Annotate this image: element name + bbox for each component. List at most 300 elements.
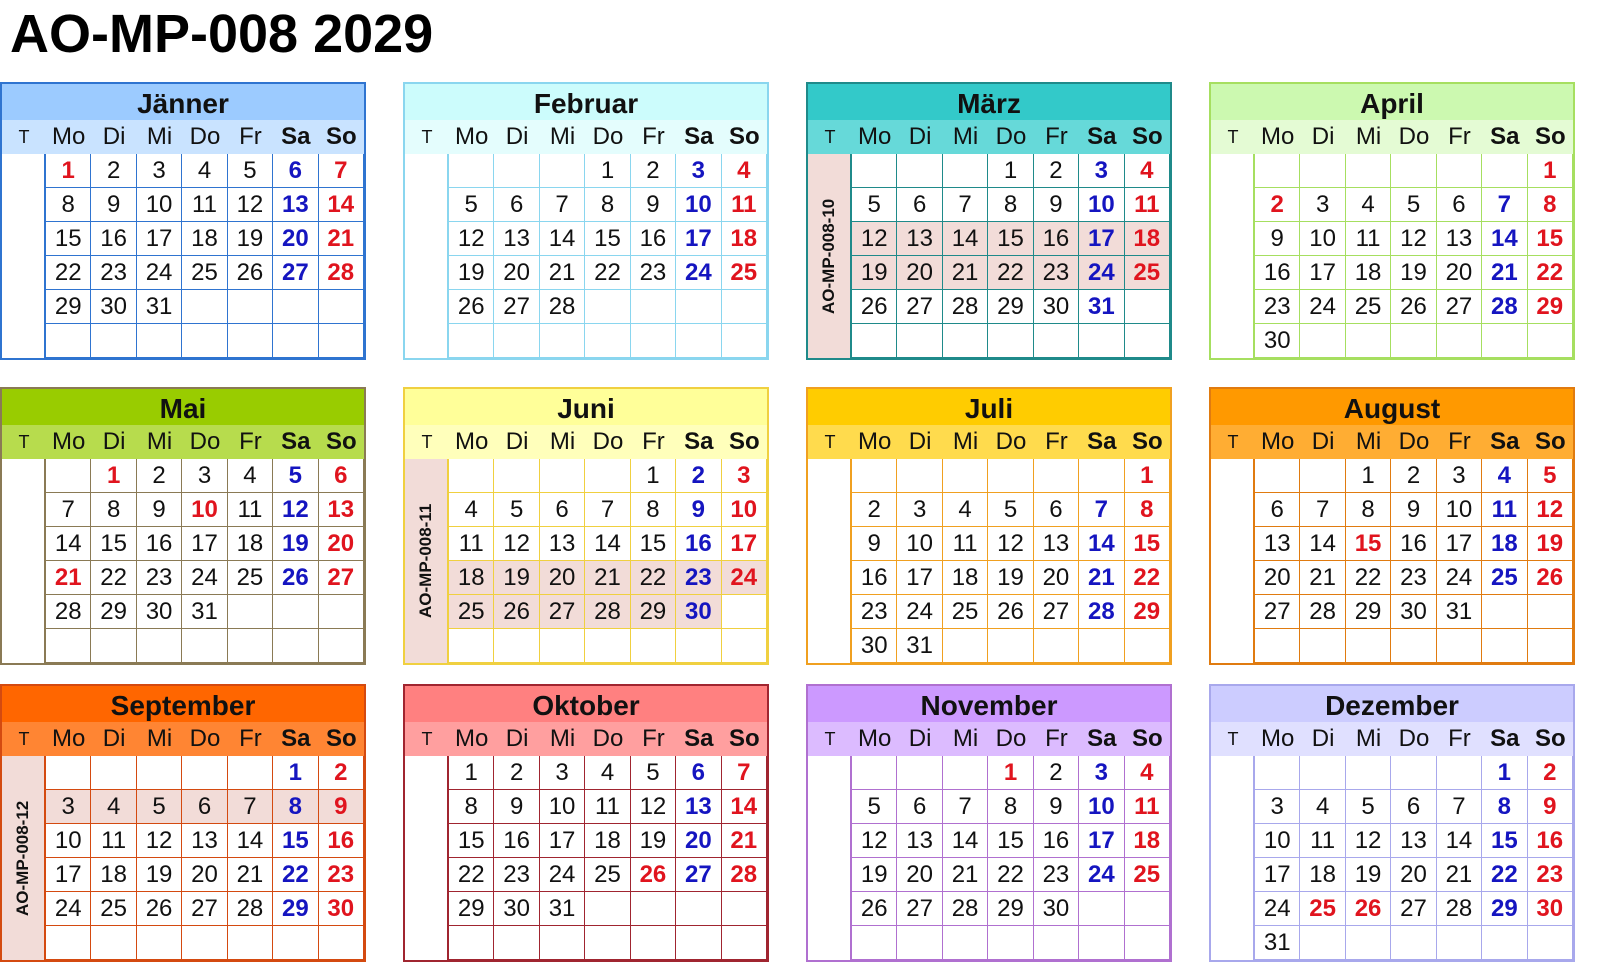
empty-cell — [1346, 629, 1391, 663]
day-cell: 3 — [540, 756, 585, 790]
empty-cell — [46, 459, 91, 493]
day-cell: 26 — [852, 290, 897, 324]
day-cell: 28 — [943, 290, 988, 324]
weekday-header: Mi — [943, 120, 988, 154]
day-cell: 10 — [897, 527, 942, 561]
day-cell: 9 — [852, 527, 897, 561]
empty-cell — [585, 324, 630, 358]
empty-cell — [631, 324, 676, 358]
empty-cell — [228, 290, 273, 324]
day-cell: 15 — [46, 222, 91, 256]
day-cell: 28 — [46, 595, 91, 629]
weekday-header: So — [722, 120, 767, 154]
month-block — [1209, 82, 1575, 360]
empty-cell — [91, 324, 136, 358]
day-cell: 24 — [1079, 256, 1124, 290]
day-cell: 14 — [943, 222, 988, 256]
weekday-header: Sa — [273, 722, 318, 756]
month-block — [403, 387, 769, 665]
month-days-grid — [0, 120, 366, 360]
day-cell: 27 — [897, 290, 942, 324]
empty-cell — [319, 324, 364, 358]
day-cell: 1 — [273, 756, 318, 790]
weekday-header: Mi — [137, 425, 182, 459]
day-cell: 20 — [897, 256, 942, 290]
day-cell: 16 — [137, 527, 182, 561]
day-cell: 22 — [46, 256, 91, 290]
empty-cell — [1391, 324, 1436, 358]
empty-cell — [1346, 926, 1391, 960]
day-cell: 4 — [182, 154, 227, 188]
day-cell: 20 — [540, 561, 585, 595]
empty-cell — [540, 926, 585, 960]
day-cell: 11 — [1300, 824, 1345, 858]
day-cell: 13 — [897, 222, 942, 256]
day-cell: 31 — [897, 629, 942, 663]
empty-cell — [1300, 154, 1345, 188]
weekday-header: Fr — [631, 120, 676, 154]
empty-cell — [91, 756, 136, 790]
empty-cell — [631, 290, 676, 324]
day-cell: 1 — [988, 756, 1033, 790]
day-cell: 2 — [319, 756, 364, 790]
week-number-header: T — [403, 722, 449, 756]
day-cell: 27 — [1391, 892, 1436, 926]
day-cell: 8 — [1482, 790, 1527, 824]
day-cell: 15 — [1482, 824, 1527, 858]
empty-cell — [137, 926, 182, 960]
day-cell: 30 — [1391, 595, 1436, 629]
empty-cell — [1079, 459, 1124, 493]
day-cell: 20 — [1034, 561, 1079, 595]
day-cell: 18 — [91, 858, 136, 892]
empty-cell — [1391, 154, 1436, 188]
day-cell: 7 — [1437, 790, 1482, 824]
day-cell: 10 — [182, 493, 227, 527]
empty-cell — [1300, 459, 1345, 493]
month-title: Mai — [0, 387, 366, 425]
weekday-header: Fr — [228, 425, 273, 459]
day-cell: 27 — [1034, 595, 1079, 629]
month-days-grid — [806, 120, 1172, 360]
day-cell: 24 — [722, 561, 767, 595]
weekday-header: Do — [1391, 722, 1436, 756]
empty-cell — [494, 459, 539, 493]
weekday-header: Do — [182, 722, 227, 756]
weekday-header: So — [319, 425, 364, 459]
day-cell: 10 — [137, 188, 182, 222]
weekday-header: Di — [91, 722, 136, 756]
empty-cell — [1437, 756, 1482, 790]
day-cell: 23 — [676, 561, 721, 595]
day-cell: 30 — [1528, 892, 1573, 926]
day-cell: 31 — [1079, 290, 1124, 324]
week-number-column — [1209, 154, 1255, 358]
day-cell: 2 — [631, 154, 676, 188]
day-cell: 27 — [676, 858, 721, 892]
empty-cell — [1125, 290, 1170, 324]
day-cell: 26 — [631, 858, 676, 892]
day-cell: 18 — [1482, 527, 1527, 561]
day-cell: 12 — [494, 527, 539, 561]
weekday-header: Mo — [46, 722, 91, 756]
day-cell: 5 — [1528, 459, 1573, 493]
empty-cell — [676, 926, 721, 960]
day-cell: 12 — [631, 790, 676, 824]
day-cell: 13 — [1391, 824, 1436, 858]
day-cell: 24 — [182, 561, 227, 595]
empty-cell — [1034, 459, 1079, 493]
empty-cell — [1437, 154, 1482, 188]
day-cell: 20 — [897, 858, 942, 892]
empty-cell — [273, 629, 318, 663]
day-cell: 12 — [228, 188, 273, 222]
weekday-header: So — [319, 722, 364, 756]
empty-cell — [1255, 154, 1300, 188]
empty-cell — [228, 629, 273, 663]
day-cell: 10 — [46, 824, 91, 858]
weekday-header: Sa — [1079, 722, 1124, 756]
day-cell: 21 — [1437, 858, 1482, 892]
month-title: Juli — [806, 387, 1172, 425]
day-cell: 12 — [449, 222, 494, 256]
day-cell: 11 — [1125, 790, 1170, 824]
empty-cell — [137, 756, 182, 790]
day-cell: 16 — [631, 222, 676, 256]
weekday-header: Di — [494, 722, 539, 756]
empty-cell — [943, 459, 988, 493]
day-cell: 22 — [91, 561, 136, 595]
month-title: Februar — [403, 82, 769, 120]
day-cell: 15 — [988, 222, 1033, 256]
day-cell: 23 — [852, 595, 897, 629]
month-days-grid — [806, 425, 1172, 665]
day-cell: 14 — [46, 527, 91, 561]
day-cell: 28 — [1482, 290, 1527, 324]
day-cell: 20 — [494, 256, 539, 290]
day-cell: 2 — [1034, 756, 1079, 790]
day-cell: 6 — [273, 154, 318, 188]
day-cell: 28 — [1437, 892, 1482, 926]
empty-cell — [852, 756, 897, 790]
day-cell: 30 — [91, 290, 136, 324]
weekday-header: Di — [1300, 120, 1345, 154]
day-cell: 7 — [540, 188, 585, 222]
weekday-header: So — [1125, 722, 1170, 756]
day-cell: 25 — [91, 892, 136, 926]
day-cell: 15 — [1528, 222, 1573, 256]
week-number-column — [1209, 756, 1255, 960]
day-cell: 7 — [46, 493, 91, 527]
day-cell: 21 — [1482, 256, 1527, 290]
day-cell: 5 — [228, 154, 273, 188]
empty-cell — [852, 324, 897, 358]
weekday-header: So — [1528, 120, 1573, 154]
weekday-header: Di — [897, 120, 942, 154]
day-cell: 9 — [319, 790, 364, 824]
day-cell: 17 — [1437, 527, 1482, 561]
day-cell: 17 — [1255, 858, 1300, 892]
weekday-header: Do — [988, 120, 1033, 154]
day-cell: 25 — [182, 256, 227, 290]
empty-cell — [1125, 629, 1170, 663]
day-cell: 29 — [273, 892, 318, 926]
day-cell: 13 — [273, 188, 318, 222]
empty-cell — [228, 595, 273, 629]
empty-cell — [676, 290, 721, 324]
empty-cell — [1528, 629, 1573, 663]
weekday-header: Do — [182, 120, 227, 154]
month-title: April — [1209, 82, 1575, 120]
day-cell: 16 — [676, 527, 721, 561]
day-cell: 13 — [494, 222, 539, 256]
weekday-header: Mo — [46, 120, 91, 154]
empty-cell — [91, 629, 136, 663]
weekday-header: Mo — [852, 722, 897, 756]
empty-cell — [228, 324, 273, 358]
empty-cell — [319, 595, 364, 629]
weekday-header: Mi — [540, 120, 585, 154]
month-block — [806, 684, 1172, 962]
day-cell: 6 — [1391, 790, 1436, 824]
empty-cell — [897, 459, 942, 493]
day-cell: 8 — [46, 188, 91, 222]
day-cell: 8 — [1528, 188, 1573, 222]
weekday-header: Mo — [449, 722, 494, 756]
empty-cell — [540, 154, 585, 188]
day-cell: 16 — [1528, 824, 1573, 858]
day-cell: 10 — [1079, 188, 1124, 222]
day-cell: 11 — [722, 188, 767, 222]
day-cell: 21 — [1300, 561, 1345, 595]
weekday-header: Sa — [273, 425, 318, 459]
empty-cell — [228, 926, 273, 960]
week-number-header: T — [1209, 120, 1255, 154]
empty-cell — [540, 324, 585, 358]
weekday-header: Fr — [1034, 425, 1079, 459]
month-block — [0, 387, 366, 665]
day-cell: 8 — [1346, 493, 1391, 527]
week-number-header: T — [806, 120, 852, 154]
day-cell: 17 — [1079, 222, 1124, 256]
day-cell: 18 — [1125, 824, 1170, 858]
day-cell: 18 — [722, 222, 767, 256]
empty-cell — [1482, 324, 1527, 358]
day-cell: 3 — [1437, 459, 1482, 493]
weekday-header: So — [1528, 425, 1573, 459]
weekday-header: Mi — [1346, 120, 1391, 154]
week-number-header: T — [0, 722, 46, 756]
empty-cell — [1482, 154, 1527, 188]
weekday-header: Do — [988, 722, 1033, 756]
day-cell: 21 — [540, 256, 585, 290]
week-number-column — [403, 154, 449, 358]
day-cell: 10 — [1437, 493, 1482, 527]
day-cell: 24 — [1079, 858, 1124, 892]
day-cell: 22 — [273, 858, 318, 892]
weekday-header: So — [722, 722, 767, 756]
day-cell: 15 — [988, 824, 1033, 858]
day-cell: 21 — [228, 858, 273, 892]
day-cell: 1 — [1346, 459, 1391, 493]
day-cell: 27 — [273, 256, 318, 290]
empty-cell — [1125, 926, 1170, 960]
day-cell: 13 — [540, 527, 585, 561]
day-cell: 12 — [1528, 493, 1573, 527]
page-title: AO-MP-008 2029 — [10, 4, 434, 64]
day-cell: 11 — [1346, 222, 1391, 256]
day-cell: 29 — [988, 290, 1033, 324]
day-cell: 2 — [852, 493, 897, 527]
weekday-header: Mo — [449, 425, 494, 459]
day-cell: 26 — [137, 892, 182, 926]
day-cell: 8 — [631, 493, 676, 527]
day-cell: 14 — [1300, 527, 1345, 561]
empty-cell — [1391, 756, 1436, 790]
empty-cell — [722, 629, 767, 663]
weekday-header: Di — [1300, 425, 1345, 459]
empty-cell — [943, 926, 988, 960]
weekday-header: Fr — [631, 722, 676, 756]
empty-cell — [46, 324, 91, 358]
day-cell: 9 — [676, 493, 721, 527]
month-title: März — [806, 82, 1172, 120]
day-cell: 20 — [273, 222, 318, 256]
empty-cell — [943, 324, 988, 358]
day-cell: 4 — [943, 493, 988, 527]
day-cell: 22 — [1346, 561, 1391, 595]
weekday-header: Do — [182, 425, 227, 459]
weekday-header: Fr — [1437, 722, 1482, 756]
empty-cell — [1125, 892, 1170, 926]
weekday-header: Mo — [852, 120, 897, 154]
day-cell: 30 — [1034, 290, 1079, 324]
day-cell: 30 — [1034, 892, 1079, 926]
day-cell: 20 — [1391, 858, 1436, 892]
day-cell: 11 — [1125, 188, 1170, 222]
day-cell: 6 — [1255, 493, 1300, 527]
day-cell: 3 — [1300, 188, 1345, 222]
week-number-header: T — [806, 425, 852, 459]
empty-cell — [988, 324, 1033, 358]
empty-cell — [137, 324, 182, 358]
empty-cell — [91, 926, 136, 960]
day-cell: 26 — [1391, 290, 1436, 324]
day-cell: 30 — [676, 595, 721, 629]
day-cell: 28 — [722, 858, 767, 892]
empty-cell — [1346, 154, 1391, 188]
day-cell: 10 — [722, 493, 767, 527]
day-cell: 10 — [1079, 790, 1124, 824]
day-cell: 8 — [988, 188, 1033, 222]
day-cell: 17 — [1300, 256, 1345, 290]
week-number-header: T — [0, 425, 46, 459]
day-cell: 19 — [494, 561, 539, 595]
day-cell: 12 — [1346, 824, 1391, 858]
day-cell: 12 — [852, 824, 897, 858]
day-cell: 5 — [1346, 790, 1391, 824]
day-cell: 2 — [1255, 188, 1300, 222]
empty-cell — [1482, 629, 1527, 663]
day-cell: 19 — [852, 256, 897, 290]
weekday-header: Mo — [449, 120, 494, 154]
day-cell: 30 — [852, 629, 897, 663]
empty-cell — [1255, 629, 1300, 663]
day-cell: 14 — [722, 790, 767, 824]
day-cell: 9 — [91, 188, 136, 222]
week-number-column — [806, 756, 852, 960]
empty-cell — [182, 629, 227, 663]
day-cell: 24 — [676, 256, 721, 290]
day-cell: 12 — [988, 527, 1033, 561]
month-days-grid — [0, 425, 366, 665]
empty-cell — [943, 756, 988, 790]
day-cell: 29 — [988, 892, 1033, 926]
weekday-header: Di — [91, 120, 136, 154]
weekday-header: Sa — [1482, 425, 1527, 459]
day-cell: 7 — [943, 188, 988, 222]
day-cell: 6 — [897, 790, 942, 824]
day-cell: 25 — [722, 256, 767, 290]
day-cell: 8 — [585, 188, 630, 222]
day-cell: 16 — [852, 561, 897, 595]
empty-cell — [943, 154, 988, 188]
day-cell: 29 — [449, 892, 494, 926]
empty-cell — [1034, 629, 1079, 663]
day-cell: 28 — [228, 892, 273, 926]
day-cell: 19 — [631, 824, 676, 858]
day-cell: 30 — [1255, 324, 1300, 358]
weekday-header: Sa — [273, 120, 318, 154]
day-cell: 29 — [46, 290, 91, 324]
day-cell: 13 — [1034, 527, 1079, 561]
day-cell: 6 — [676, 756, 721, 790]
day-cell: 26 — [494, 595, 539, 629]
day-cell: 25 — [1300, 892, 1345, 926]
month-title: November — [806, 684, 1172, 722]
empty-cell — [1482, 595, 1527, 629]
month-days-grid — [1209, 425, 1575, 665]
month-block — [0, 82, 366, 360]
day-cell: 12 — [137, 824, 182, 858]
week-number-column — [0, 459, 46, 663]
week-number-column — [0, 154, 46, 358]
empty-cell — [1528, 595, 1573, 629]
day-cell: 5 — [494, 493, 539, 527]
empty-cell — [449, 629, 494, 663]
empty-cell — [585, 459, 630, 493]
weekday-header: So — [1125, 120, 1170, 154]
empty-cell — [1300, 756, 1345, 790]
day-cell: 11 — [182, 188, 227, 222]
day-cell: 7 — [1300, 493, 1345, 527]
empty-cell — [1079, 629, 1124, 663]
day-cell: 9 — [1255, 222, 1300, 256]
day-cell: 23 — [1528, 858, 1573, 892]
week-number-header: T — [403, 425, 449, 459]
day-cell: 31 — [540, 892, 585, 926]
day-cell: 22 — [1482, 858, 1527, 892]
weekday-header: Sa — [676, 722, 721, 756]
day-cell: 19 — [228, 222, 273, 256]
weekday-header: Mi — [540, 425, 585, 459]
day-cell: 14 — [1482, 222, 1527, 256]
day-cell: 5 — [852, 188, 897, 222]
day-cell: 9 — [1034, 790, 1079, 824]
day-cell: 19 — [273, 527, 318, 561]
empty-cell — [676, 629, 721, 663]
day-cell: 15 — [91, 527, 136, 561]
